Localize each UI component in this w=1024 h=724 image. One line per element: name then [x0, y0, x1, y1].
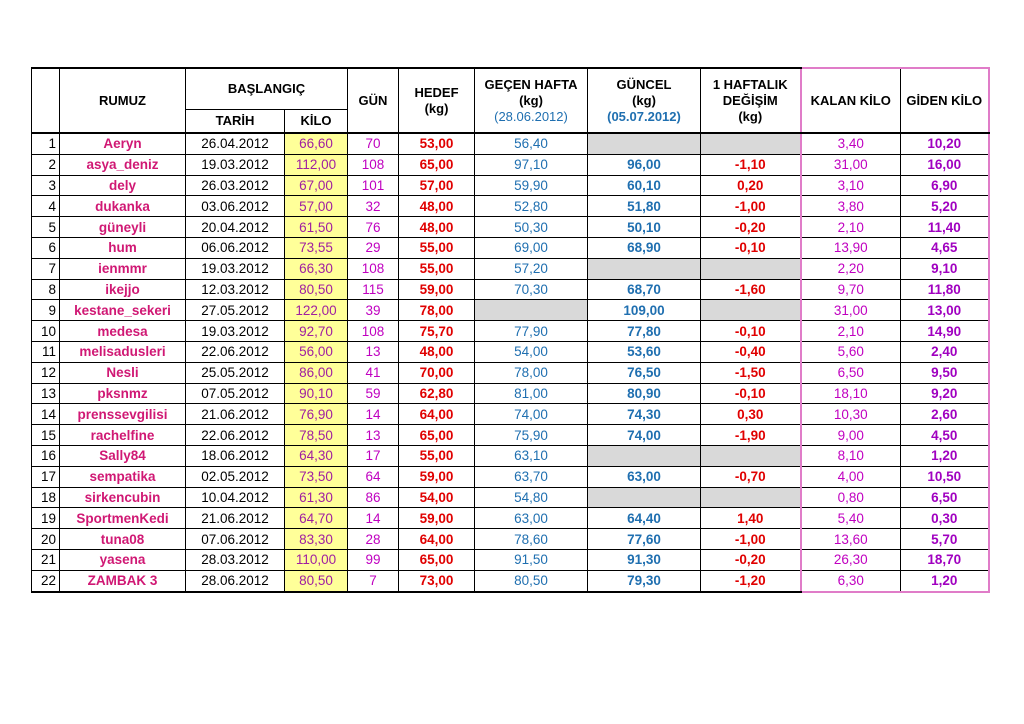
gecen-hafta-cell: 77,90: [475, 321, 588, 342]
table-row: [32, 341, 989, 362]
giden-kilo-cell: 13,00: [901, 300, 989, 321]
degisim-cell: -1,00: [701, 529, 801, 550]
kilo-cell: 57,00: [285, 196, 348, 217]
guncel-cell: 60,10: [588, 175, 701, 196]
header-kilo: KİLO: [285, 110, 348, 134]
hedef-cell: 65,00: [399, 154, 475, 175]
guncel-cell: 109,00: [588, 300, 701, 321]
tarih-cell: 19.03.2012: [186, 321, 285, 342]
weight-table: [31, 67, 990, 593]
kalan-kilo-cell: 3,80: [801, 196, 901, 217]
giden-kilo-cell: 2,60: [901, 404, 989, 425]
header-rumuz: RUMUZ: [60, 68, 186, 133]
giden-kilo-cell: 11,40: [901, 217, 989, 238]
guncel-cell: 68,90: [588, 237, 701, 258]
table-row: [32, 154, 989, 175]
degisim-cell: -1,10: [701, 154, 801, 175]
gecen-hafta-cell: 52,80: [475, 196, 588, 217]
giden-kilo-cell: 1,20: [901, 445, 989, 466]
rumuz-cell: kestane_sekeri: [60, 300, 186, 321]
giden-kilo-cell: 10,20: [901, 133, 989, 154]
guncel-cell: 68,70: [588, 279, 701, 300]
kilo-cell: 67,00: [285, 175, 348, 196]
gecen-hafta-cell: 69,00: [475, 237, 588, 258]
gecen-hafta-cell: 78,60: [475, 529, 588, 550]
header-gun: GÜN: [348, 68, 399, 133]
row-number: 8: [32, 279, 60, 300]
row-number: 21: [32, 549, 60, 570]
degisim-cell: -0,20: [701, 549, 801, 570]
degisim-cell: [701, 133, 801, 154]
row-number: 1: [32, 133, 60, 154]
rumuz-cell: Sally84: [60, 445, 186, 466]
hedef-cell: 54,00: [399, 487, 475, 508]
kilo-cell: 76,90: [285, 404, 348, 425]
row-number: 2: [32, 154, 60, 175]
degisim-cell: 0,30: [701, 404, 801, 425]
header-guncel: [588, 68, 701, 133]
hedef-cell: 48,00: [399, 196, 475, 217]
tarih-cell: 27.05.2012: [186, 300, 285, 321]
table-row: [32, 404, 989, 425]
kilo-cell: 73,55: [285, 237, 348, 258]
guncel-cell: 63,00: [588, 466, 701, 487]
rumuz-cell: ienmmr: [60, 258, 186, 279]
rumuz-cell: Nesli: [60, 362, 186, 383]
kilo-cell: 66,30: [285, 258, 348, 279]
row-number: 19: [32, 508, 60, 529]
hedef-cell: 55,00: [399, 445, 475, 466]
kalan-kilo-cell: 5,60: [801, 341, 901, 362]
row-number: 16: [32, 445, 60, 466]
rumuz-cell: dely: [60, 175, 186, 196]
kalan-kilo-cell: 9,70: [801, 279, 901, 300]
kilo-cell: 61,50: [285, 217, 348, 238]
table-row: [32, 300, 989, 321]
giden-kilo-cell: 5,70: [901, 529, 989, 550]
kilo-cell: 64,30: [285, 445, 348, 466]
gun-cell: 76: [348, 217, 399, 238]
kalan-kilo-cell: 8,10: [801, 445, 901, 466]
gun-cell: 59: [348, 383, 399, 404]
row-number: 5: [32, 217, 60, 238]
gecen-hafta-cell: 54,00: [475, 341, 588, 362]
header-hedef: [399, 68, 475, 133]
table-row: [32, 487, 989, 508]
rumuz-cell: melisadusleri: [60, 341, 186, 362]
gecen-hafta-cell: 50,30: [475, 217, 588, 238]
gun-cell: 14: [348, 404, 399, 425]
degisim-cell: -0,40: [701, 341, 801, 362]
gecen-hafta-cell: 97,10: [475, 154, 588, 175]
giden-kilo-cell: 18,70: [901, 549, 989, 570]
kilo-cell: 122,00: [285, 300, 348, 321]
rumuz-cell: güneyli: [60, 217, 186, 238]
giden-kilo-cell: 5,20: [901, 196, 989, 217]
gun-cell: 14: [348, 508, 399, 529]
row-number: 15: [32, 425, 60, 446]
gecen-hafta-cell: 54,80: [475, 487, 588, 508]
guncel-cell: 79,30: [588, 570, 701, 591]
tarih-cell: 19.03.2012: [186, 154, 285, 175]
row-number: 10: [32, 321, 60, 342]
rumuz-cell: hum: [60, 237, 186, 258]
kilo-cell: 64,70: [285, 508, 348, 529]
kalan-kilo-cell: 26,30: [801, 549, 901, 570]
gun-cell: 13: [348, 341, 399, 362]
kilo-cell: 92,70: [285, 321, 348, 342]
rumuz-cell: pksnmz: [60, 383, 186, 404]
table-row: [32, 529, 989, 550]
gecen-hafta-cell: 63,70: [475, 466, 588, 487]
gecen-hafta-cell: 70,30: [475, 279, 588, 300]
degisim-cell: [701, 258, 801, 279]
header-guncel-unit: (kg): [632, 92, 656, 108]
table-row: [32, 425, 989, 446]
table-row: [32, 133, 989, 154]
gecen-hafta-cell: 63,00: [475, 508, 588, 529]
gun-cell: 64: [348, 466, 399, 487]
guncel-cell: 91,30: [588, 549, 701, 570]
hedef-cell: 55,00: [399, 258, 475, 279]
kalan-kilo-cell: 5,40: [801, 508, 901, 529]
tarih-cell: 26.04.2012: [186, 133, 285, 154]
degisim-cell: -1,00: [701, 196, 801, 217]
kalan-kilo-cell: 6,30: [801, 570, 901, 591]
table-row: [32, 237, 989, 258]
header-gecen-hafta: [475, 68, 588, 133]
rumuz-cell: rachelfine: [60, 425, 186, 446]
giden-kilo-cell: 9,20: [901, 383, 989, 404]
gun-cell: 115: [348, 279, 399, 300]
giden-kilo-cell: 4,50: [901, 425, 989, 446]
table-row: [32, 196, 989, 217]
kalan-kilo-cell: 2,20: [801, 258, 901, 279]
tarih-cell: 21.06.2012: [186, 404, 285, 425]
hedef-cell: 75,70: [399, 321, 475, 342]
hedef-cell: 59,00: [399, 466, 475, 487]
header-gecen-unit: (kg): [519, 92, 543, 108]
table-row: [32, 362, 989, 383]
rumuz-cell: dukanka: [60, 196, 186, 217]
degisim-cell: -1,50: [701, 362, 801, 383]
rumuz-cell: prenssevgilisi: [60, 404, 186, 425]
gecen-hafta-cell: 75,90: [475, 425, 588, 446]
guncel-cell: [588, 258, 701, 279]
tarih-cell: 21.06.2012: [186, 508, 285, 529]
tarih-cell: 19.03.2012: [186, 258, 285, 279]
degisim-cell: 1,40: [701, 508, 801, 529]
row-number: 6: [32, 237, 60, 258]
table-row: [32, 466, 989, 487]
kalan-kilo-cell: 13,60: [801, 529, 901, 550]
row-number: 14: [32, 404, 60, 425]
degisim-cell: -0,70: [701, 466, 801, 487]
guncel-cell: 53,60: [588, 341, 701, 362]
rumuz-cell: SportmenKedi: [60, 508, 186, 529]
tarih-cell: 10.04.2012: [186, 487, 285, 508]
giden-kilo-cell: 6,50: [901, 487, 989, 508]
rumuz-cell: medesa: [60, 321, 186, 342]
degisim-cell: -0,10: [701, 321, 801, 342]
gun-cell: 17: [348, 445, 399, 466]
kilo-cell: 80,50: [285, 279, 348, 300]
kalan-kilo-cell: 2,10: [801, 321, 901, 342]
gun-cell: 41: [348, 362, 399, 383]
kilo-cell: 110,00: [285, 549, 348, 570]
giden-kilo-cell: 9,50: [901, 362, 989, 383]
kalan-kilo-cell: 4,00: [801, 466, 901, 487]
degisim-cell: -1,60: [701, 279, 801, 300]
row-number: 20: [32, 529, 60, 550]
row-number: 18: [32, 487, 60, 508]
gun-cell: 29: [348, 237, 399, 258]
kalan-kilo-cell: 31,00: [801, 154, 901, 175]
rumuz-cell: yasena: [60, 549, 186, 570]
tarih-cell: 07.06.2012: [186, 529, 285, 550]
rumuz-cell: Aeryn: [60, 133, 186, 154]
degisim-cell: 0,20: [701, 175, 801, 196]
degisim-cell: -0,20: [701, 217, 801, 238]
kilo-cell: 90,10: [285, 383, 348, 404]
tarih-cell: 20.04.2012: [186, 217, 285, 238]
kilo-cell: 56,00: [285, 341, 348, 362]
header-baslangic: BAŞLANGIÇ: [186, 68, 348, 110]
tarih-cell: 22.06.2012: [186, 425, 285, 446]
degisim-cell: -1,90: [701, 425, 801, 446]
kalan-kilo-cell: 31,00: [801, 300, 901, 321]
kilo-cell: 61,30: [285, 487, 348, 508]
gecen-hafta-cell: 91,50: [475, 549, 588, 570]
tarih-cell: 26.03.2012: [186, 175, 285, 196]
giden-kilo-cell: 2,40: [901, 341, 989, 362]
gecen-hafta-cell: 56,40: [475, 133, 588, 154]
guncel-cell: [588, 445, 701, 466]
tarih-cell: 06.06.2012: [186, 237, 285, 258]
header-degisim: [701, 68, 801, 133]
table-row: [32, 175, 989, 196]
gecen-hafta-cell: 57,20: [475, 258, 588, 279]
hedef-cell: 55,00: [399, 237, 475, 258]
gun-cell: 108: [348, 258, 399, 279]
gecen-hafta-cell: 74,00: [475, 404, 588, 425]
hedef-cell: 64,00: [399, 404, 475, 425]
gun-cell: 28: [348, 529, 399, 550]
gecen-hafta-cell: [475, 300, 588, 321]
guncel-cell: 64,40: [588, 508, 701, 529]
kilo-cell: 78,50: [285, 425, 348, 446]
table-row: [32, 445, 989, 466]
kilo-cell: 66,60: [285, 133, 348, 154]
table-row: [32, 321, 989, 342]
hedef-cell: 48,00: [399, 217, 475, 238]
guncel-cell: 51,80: [588, 196, 701, 217]
hedef-cell: 70,00: [399, 362, 475, 383]
guncel-cell: 96,00: [588, 154, 701, 175]
header-degisim-sub: DEĞİŞİM: [722, 92, 778, 108]
gun-cell: 39: [348, 300, 399, 321]
giden-kilo-cell: 6,90: [901, 175, 989, 196]
giden-kilo-cell: 14,90: [901, 321, 989, 342]
giden-kilo-cell: 4,65: [901, 237, 989, 258]
guncel-cell: [588, 487, 701, 508]
header-giden-kilo: GİDEN KİLO: [901, 68, 989, 133]
tarih-cell: 28.03.2012: [186, 549, 285, 570]
tarih-cell: 07.05.2012: [186, 383, 285, 404]
table-body: [32, 133, 989, 592]
kilo-cell: 73,50: [285, 466, 348, 487]
gecen-hafta-cell: 81,00: [475, 383, 588, 404]
kilo-cell: 86,00: [285, 362, 348, 383]
table-row: [32, 383, 989, 404]
table-row: [32, 217, 989, 238]
tarih-cell: 18.06.2012: [186, 445, 285, 466]
tarih-cell: 02.05.2012: [186, 466, 285, 487]
gun-cell: 101: [348, 175, 399, 196]
gun-cell: 108: [348, 321, 399, 342]
kalan-kilo-cell: 3,40: [801, 133, 901, 154]
guncel-cell: 80,90: [588, 383, 701, 404]
guncel-cell: 76,50: [588, 362, 701, 383]
header-hedef-title: HEDEF: [414, 84, 459, 100]
row-number: 13: [32, 383, 60, 404]
rumuz-cell: asya_deniz: [60, 154, 186, 175]
kalan-kilo-cell: 10,30: [801, 404, 901, 425]
guncel-cell: 74,30: [588, 404, 701, 425]
row-number: 7: [32, 258, 60, 279]
giden-kilo-cell: 10,50: [901, 466, 989, 487]
giden-kilo-cell: 11,80: [901, 279, 989, 300]
table-row: [32, 258, 989, 279]
kilo-cell: 112,00: [285, 154, 348, 175]
header-tarih: TARİH: [186, 110, 285, 134]
hedef-cell: 78,00: [399, 300, 475, 321]
kalan-kilo-cell: 3,10: [801, 175, 901, 196]
header-kalan-kilo: KALAN KİLO: [801, 68, 901, 133]
table-row: [32, 549, 989, 570]
degisim-cell: [701, 445, 801, 466]
header-no: [32, 68, 60, 133]
rumuz-cell: tuna08: [60, 529, 186, 550]
giden-kilo-cell: 0,30: [901, 508, 989, 529]
rumuz-cell: ZAMBAK 3: [60, 570, 186, 591]
gun-cell: 32: [348, 196, 399, 217]
gecen-hafta-cell: 78,00: [475, 362, 588, 383]
kilo-cell: 83,30: [285, 529, 348, 550]
table-row: [32, 570, 989, 591]
kilo-cell: 80,50: [285, 570, 348, 591]
tarih-cell: 22.06.2012: [186, 341, 285, 362]
row-number: 9: [32, 300, 60, 321]
table-row: [32, 508, 989, 529]
hedef-cell: 62,80: [399, 383, 475, 404]
row-number: 11: [32, 341, 60, 362]
kalan-kilo-cell: 2,10: [801, 217, 901, 238]
gun-cell: 7: [348, 570, 399, 591]
hedef-cell: 57,00: [399, 175, 475, 196]
row-number: 22: [32, 570, 60, 591]
gun-cell: 108: [348, 154, 399, 175]
tarih-cell: 28.06.2012: [186, 570, 285, 591]
hedef-cell: 65,00: [399, 425, 475, 446]
kalan-kilo-cell: 0,80: [801, 487, 901, 508]
guncel-cell: [588, 133, 701, 154]
tarih-cell: 03.06.2012: [186, 196, 285, 217]
table-row: [32, 279, 989, 300]
hedef-cell: 59,00: [399, 279, 475, 300]
gecen-hafta-cell: 59,90: [475, 175, 588, 196]
rumuz-cell: ikejjo: [60, 279, 186, 300]
kalan-kilo-cell: 9,00: [801, 425, 901, 446]
hedef-cell: 64,00: [399, 529, 475, 550]
guncel-cell: 77,60: [588, 529, 701, 550]
header-gecen-title: GEÇEN HAFTA: [484, 76, 578, 92]
guncel-cell: 50,10: [588, 217, 701, 238]
rumuz-cell: sempatika: [60, 466, 186, 487]
degisim-cell: -0,10: [701, 383, 801, 404]
header-gecen-date: (28.06.2012): [494, 108, 568, 124]
tarih-cell: 25.05.2012: [186, 362, 285, 383]
giden-kilo-cell: 1,20: [901, 570, 989, 591]
gecen-hafta-cell: 63,10: [475, 445, 588, 466]
guncel-cell: 77,80: [588, 321, 701, 342]
header-degisim-unit: (kg): [738, 108, 763, 124]
degisim-cell: [701, 300, 801, 321]
header-degisim-title: 1 HAFTALIK: [712, 76, 788, 92]
row-number: 17: [32, 466, 60, 487]
giden-kilo-cell: 9,10: [901, 258, 989, 279]
header-hedef-unit: (kg): [424, 100, 449, 116]
header-guncel-title: GÜNCEL: [616, 76, 672, 92]
header-guncel-date: (05.07.2012): [607, 108, 681, 124]
giden-kilo-cell: 16,00: [901, 154, 989, 175]
kalan-kilo-cell: 6,50: [801, 362, 901, 383]
degisim-cell: [701, 487, 801, 508]
row-number: 12: [32, 362, 60, 383]
gun-cell: 70: [348, 133, 399, 154]
tarih-cell: 12.03.2012: [186, 279, 285, 300]
rumuz-cell: sirkencubin: [60, 487, 186, 508]
gecen-hafta-cell: 80,50: [475, 570, 588, 591]
kalan-kilo-cell: 13,90: [801, 237, 901, 258]
gun-cell: 86: [348, 487, 399, 508]
row-number: 4: [32, 196, 60, 217]
hedef-cell: 73,00: [399, 570, 475, 591]
hedef-cell: 65,00: [399, 549, 475, 570]
hedef-cell: 53,00: [399, 133, 475, 154]
degisim-cell: -1,20: [701, 570, 801, 591]
degisim-cell: -0,10: [701, 237, 801, 258]
gun-cell: 99: [348, 549, 399, 570]
hedef-cell: 59,00: [399, 508, 475, 529]
gun-cell: 13: [348, 425, 399, 446]
kalan-kilo-cell: 18,10: [801, 383, 901, 404]
weight-tracking-sheet: [31, 67, 990, 593]
guncel-cell: 74,00: [588, 425, 701, 446]
row-number: 3: [32, 175, 60, 196]
hedef-cell: 48,00: [399, 341, 475, 362]
